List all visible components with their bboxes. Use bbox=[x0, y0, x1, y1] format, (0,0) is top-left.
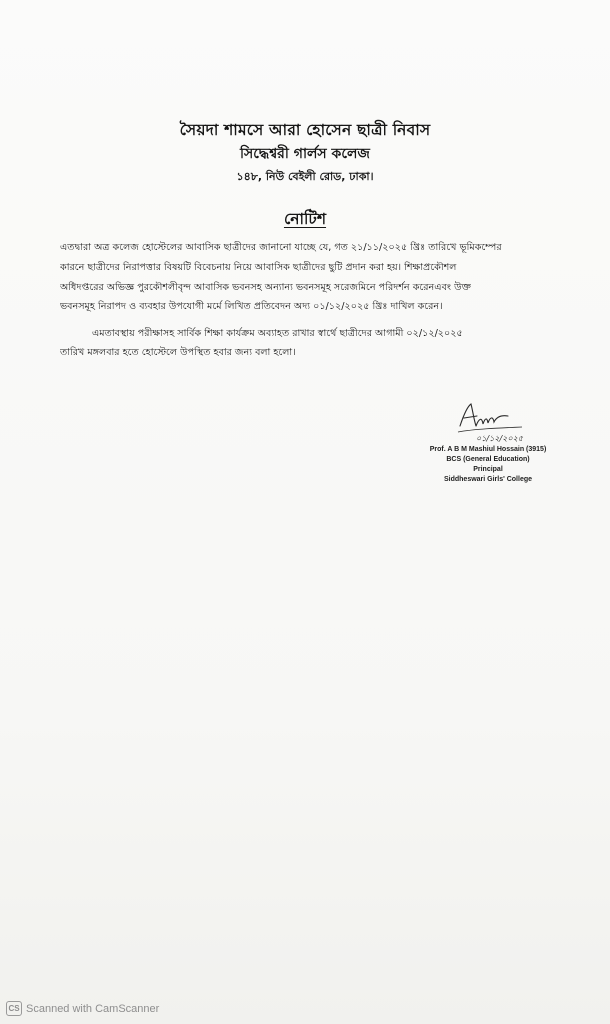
notice-title: নোটিশ bbox=[283, 210, 327, 228]
signature-block bbox=[408, 400, 568, 490]
camscanner-text: Scanned with CamScanner bbox=[26, 1002, 160, 1015]
paragraph-1-line: ভবনসমূহ নিরাপদ ও ব্যবহার উপযোগী মর্মে লিখিত প্রতিবেদন অদ্য ০১/১২/২০২৫ খ্রিঃ দাখিল করেন। bbox=[60, 301, 443, 312]
paragraph-1-line: অধিদপ্তরের অভিজ্ঞ পুরকৌশলীবৃন্দ আবাসিক ভবনসহ অন্যান্য ভবনসমূহ সরেজমিনে পরিদর্শন করেনএবং উক্ত bbox=[60, 282, 471, 293]
hostel-name: সৈয়দা শামসে আরা হোসেন ছাত্রী নিবাস bbox=[179, 121, 431, 139]
paragraph-1-line: এতদ্বারা অত্র কলেজ হোস্টেলের আবাসিক ছাত্রীদের জানানো যাচ্ছে যে, গত ২১/১১/২০২৫ খ্রিঃ তারিখে ভূমিকম্পের bbox=[60, 242, 502, 253]
paragraph-2-line: তারিখ মঙ্গলবার হতে হোস্টেলে উপস্থিত হবার জন্য বলা হলো। bbox=[60, 347, 296, 358]
camscanner-watermark bbox=[6, 1001, 159, 1016]
camscanner-logo-icon: CS bbox=[6, 1001, 22, 1016]
signature-image bbox=[452, 400, 528, 444]
college-name: সিদ্ধেশ্বরী গার্লস কলেজ bbox=[240, 146, 370, 162]
signatory-cadre: BCS (General Education) bbox=[446, 456, 530, 463]
signatory-designation: Principal bbox=[473, 466, 503, 473]
college-address: ১৪৮, নিউ বেইলী রোড, ঢাকা। bbox=[236, 170, 374, 183]
paragraph-1-line: কারনে ছাত্রীদের নিরাপত্তার বিষয়টি বিবেচনায় নিয়ে আবাসিক ছাত্রীদের ছুটি প্রদান করা হয়। শিক্ষাপ্রকৌশল bbox=[60, 262, 457, 273]
signatory-name: Prof. A B M Mashiul Hossain (3915) bbox=[429, 446, 547, 453]
signature-date: ০১/১২/২০২৫ bbox=[476, 434, 523, 443]
signatory-college: Siddheswari Girls' College bbox=[443, 476, 533, 483]
paragraph-2-line: এমতাবস্থায় পরীক্ষাসহ সার্বিক শিক্ষা কার্যক্রম অব্যাহত রাখার স্বার্থে ছাত্রীদের আগামী ০২/১২/২০২৫ bbox=[92, 328, 463, 339]
